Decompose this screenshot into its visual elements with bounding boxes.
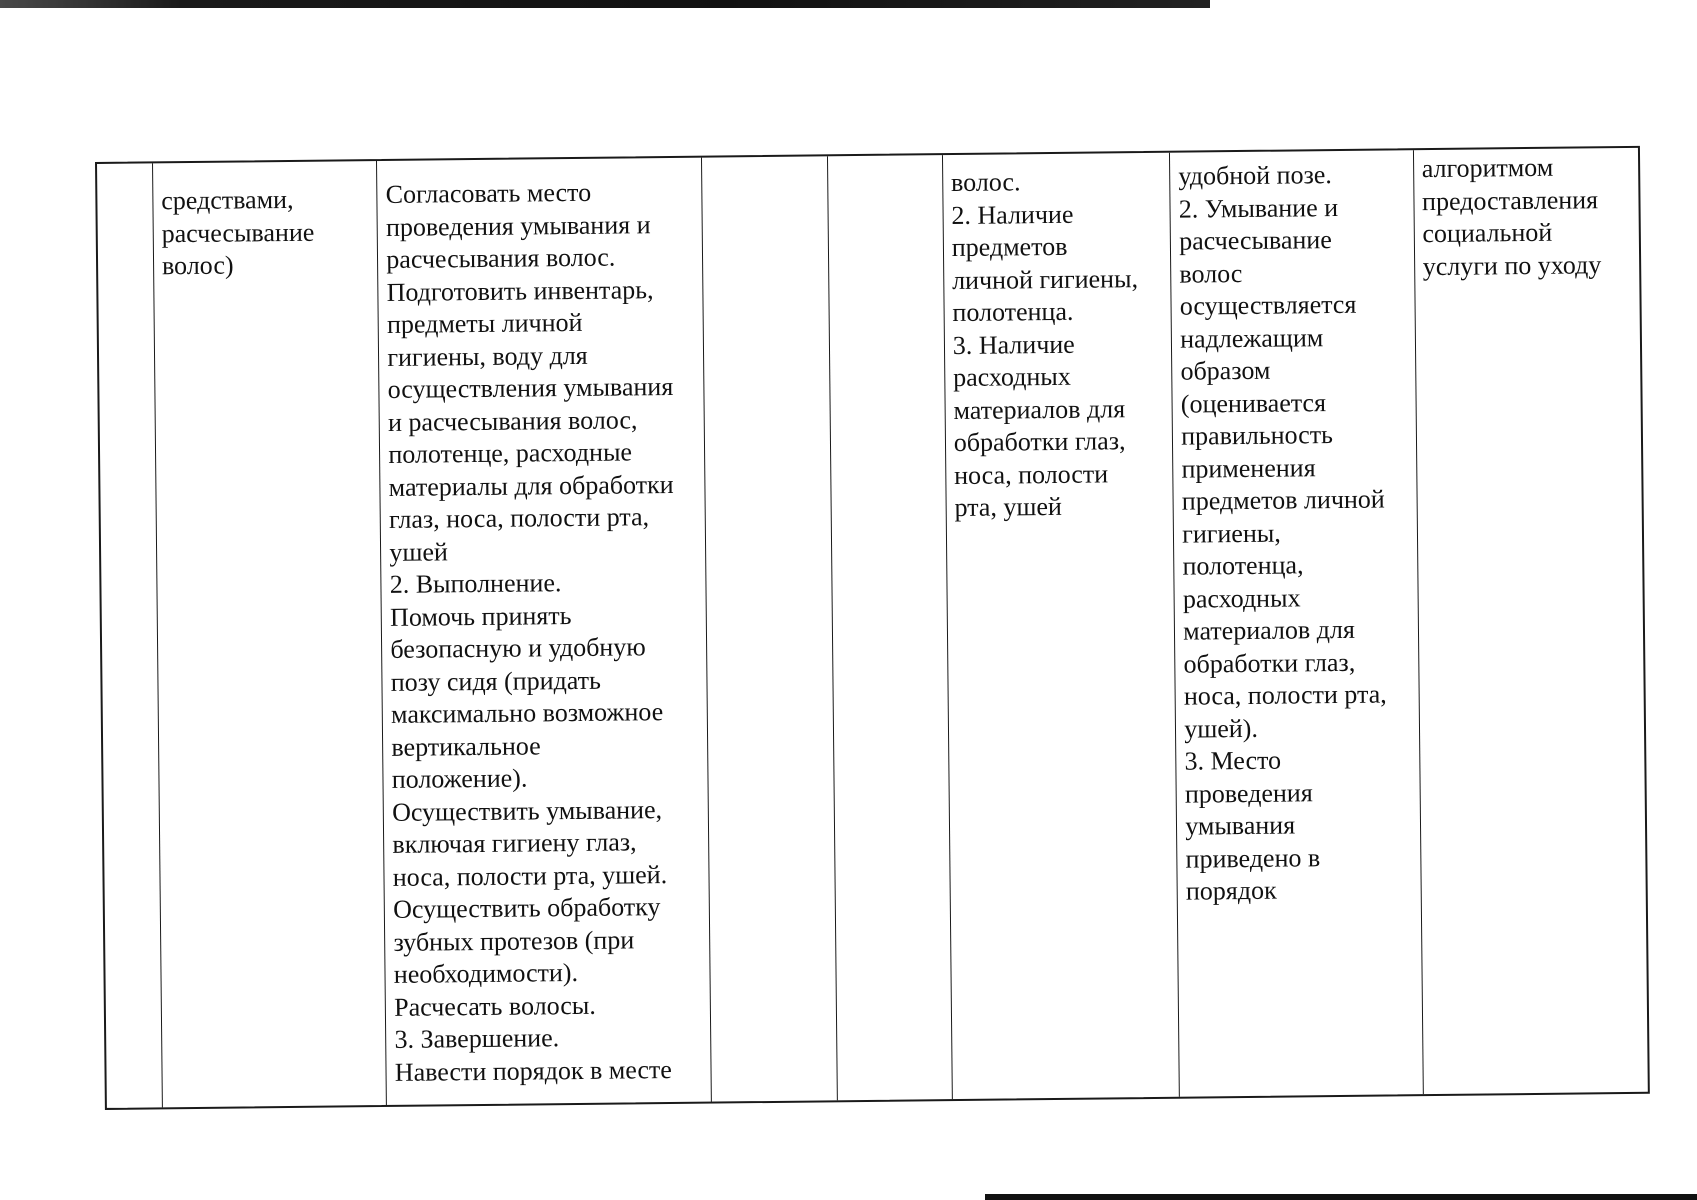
table-cell-empty-1 xyxy=(702,156,838,1101)
table-cell-conditions: волос. 2. Наличие предметов личной гигиены, полотенца. 3. Наличие расходных материалов для обработки глаз, носа, полости рта, ушей xyxy=(943,153,1180,1099)
table-cell-procedure: Согласовать место проведения умывания и расчесывания волос. Подготовить инвентарь, предметы личной гигиены, воду для осуществления умывания и расчесывания волос, полотенце, расходные материалы для обработки глаз, носа, полости рта, ушей 2. Выполнение. Помочь принять безопасную и удобную позу сидя (придать максимально возможное вертикальное положение). Осуществить умывание, включая гигиену глаз, носа, полости рта, ушей. Осуществить обработку зубных протезов (при необходимости). Расчесать волосы. 3. Завершение. Навести порядок в месте xyxy=(377,158,712,1105)
scan-edge-bottom xyxy=(985,1194,1697,1200)
table-cell-number xyxy=(97,163,163,1108)
scan-edge-top xyxy=(0,0,1210,8)
table-cell-empty-2 xyxy=(828,155,953,1100)
table-cell-quality: удобной позе. 2. Умывание и расчесывание волос осуществляется надлежащим образом (оценивается правильность применения предметов личной гигиены, полотенца, расходных материалов для обработки глаз, носа, полости рта, ушей). 3. Место проведения умывания приведено в порядок xyxy=(1170,150,1423,1096)
table-cell-service: средствами, расчесывание волос) xyxy=(153,161,387,1107)
document-table xyxy=(95,146,1650,1110)
table-cell-standard: алгоритмом предоставления социальной услуги по уходу xyxy=(1421,152,1602,281)
